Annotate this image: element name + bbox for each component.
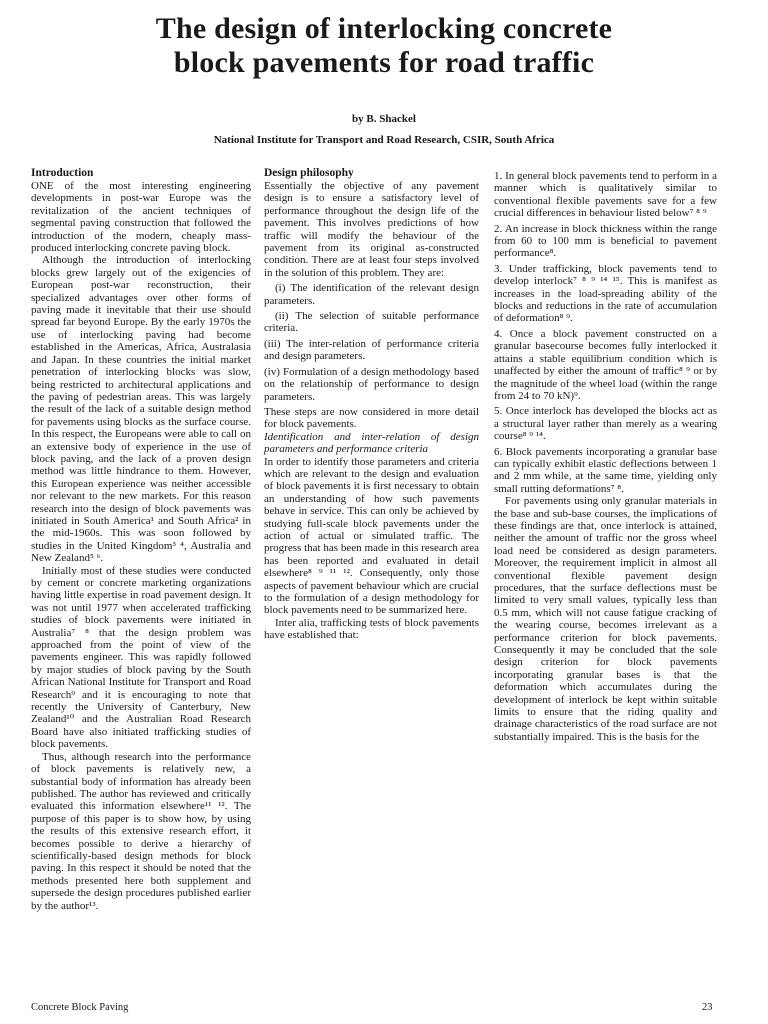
design-step-1: (i) The identification of the relevant design parameters. bbox=[264, 282, 479, 307]
philosophy-paragraph-4: Inter alia, trafficking tests of block pavements have established that: bbox=[264, 616, 479, 642]
page-number: 23 bbox=[702, 1002, 713, 1013]
author-affiliation: National Institute for Transport and Road Research, CSIR, South Africa bbox=[213, 134, 555, 146]
intro-paragraph-2: Although the introduction of interlocking blocks grew largely out of the exigencies of European post-war reconstruction, their specialized advantages over other forms of paving made it inevitable that their use should spread far beyond Europe. By the early 1970s the use of interlocking paving had become established in the Americas, Africa, Australasia and Japan. In these countries the initial market penetration of interlocking blocks was slow, being restricted to architectural applications and the paving of pedestrian areas. This was largely the result of the lack of a suitable design method for pavements using blocks as the surface course. In this respect, the Europeans were able to call on an extensive body of experience in the use of block paving, and the lack of a proven design method was little hindrance to them. However, this European experience was neither accessible nor relevant to the new markets. For this reason research into the design of block pavements was initiated in South America¹ and South Africa² in the mid-1960s. This was soon followed by studies in the United Kingdom³ ⁴, Australia and New Zealand⁵ ⁶. bbox=[31, 254, 251, 565]
finding-5: 5. Once interlock has developed the blocks act as a structural layer rather than merely as a wearing course⁸ ⁹ ¹⁴. bbox=[494, 405, 717, 443]
intro-paragraph-1: ONE of the most interesting engineering developments in post-war Europe was the revitalization of the ancient techniques of segmental paving construction that followed the introduction of the modern, cheaply mass-produced interlocking concrete paving block. bbox=[31, 180, 251, 255]
title-line-1: The design of interlocking concrete bbox=[155, 12, 613, 45]
philosophy-paragraph-5: For pavements using only granular materials in the base and sub-base courses, the implications of these findings are that, once interlock is attained, neither the amount of traffic nor the gross wheel load need be considered as design parameters. Moreover, the requirement implicit in almost all conventional flexible pavement design procedures, that the surface deflections must be limited to very small values, typically less than 0.5 mm, which will not cause fatigue cracking of the wearing course, becomes irrelevant as a performance criterion for block pavements. Consequently it may be concluded that the sole design criterion for block pavements incorporating granular bases is that the deformation which accumulates during the development of interlock be kept within suitable limits to ensure that the riding quality and drainage characteristics of the road surface are not substantially impaired. This is the basis for the bbox=[494, 495, 717, 743]
philosophy-paragraph-3: In order to identify those parameters and criteria which are relevant to the design and evaluation of block pavements it is first necessary to obtain an understanding of how such pavements behave in service. This can only be achieved by studying full-scale block pavements under the action of actual or simulated traffic. The progress that has been made in this research area has been reported and evaluated in detail elsewhere⁸ ⁹ ¹¹ ¹². Consequently, only those aspects of pavement behaviour which are crucial to the formulation of a design methodology for block pavements need to be summarized here. bbox=[264, 455, 479, 617]
column-1 bbox=[31, 167, 251, 912]
author-byline: by B. Shackel bbox=[352, 113, 416, 125]
philosophy-paragraph-1: Essentially the objective of any pavement design is to ensure a satisfactory level of performance throughout the design life of the pavement. This involves predictions of how traffic will modify the behaviour of the pavement from its original as-constructed condition. There are at least four steps involved in the solution of this problem. They are: bbox=[264, 180, 479, 279]
identification-subheading: Identification and inter-relation of design parameters and performance criteria bbox=[264, 430, 479, 456]
finding-6: 6. Block pavements incorporating a granular base can typically exhibit elastic deflections between 1 and 2 mm while, at the same time, yielding only small rutting deformations⁷ ⁸. bbox=[494, 445, 717, 495]
column-3 bbox=[494, 167, 717, 743]
finding-4: 4. Once a block pavement constructed on a granular basecourse becomes fully interlocked it attains a stable equilibrium condition which is unaffected by either the amount of traffic⁸ ⁹ or by the magnitude of the wheel load (within the range from 24 to 70 kN)⁹. bbox=[494, 327, 717, 402]
finding-2: 2. An increase in block thickness within the range from 60 to 100 mm is beneficial to pavement performance⁸. bbox=[494, 222, 717, 260]
title-line-2: block pavements for road traffic bbox=[173, 46, 595, 79]
footer-publication: Concrete Block Paving bbox=[31, 1002, 129, 1013]
introduction-heading: Introduction bbox=[31, 167, 94, 179]
philosophy-paragraph-2: These steps are now considered in more detail for block pavements. bbox=[264, 405, 479, 431]
article-title bbox=[0, 12, 768, 80]
design-step-2: (ii) The selection of suitable performance criteria. bbox=[264, 310, 479, 335]
design-step-4: (iv) Formulation of a design methodology based on the relationship of performance to design parameters. bbox=[264, 365, 479, 403]
intro-paragraph-3: Initially most of these studies were conducted by cement or concrete marketing organizations having little expertise in road pavement design. It was not until 1977 when accelerated trafficking studies of block pavements were initiated in Australia⁷ ⁸ that the design problem was approached from the point of view of the pavements engineer. This was rapidly followed by major studies of block paving by the South African National Institute for Transport and Road Research⁹ and it is encouraging to note that recently the University of Canterbury, New Zealand¹⁰ and the Australian Road Research Board have also initiated trafficking studies of block pavements. bbox=[31, 564, 251, 751]
finding-3: 3. Under trafficking, block pavements tend to develop interlock⁷ ⁸ ⁹ ¹⁴ ¹⁵. This is manifest as increases in the load-spreading ability of the blocks and reductions in the rate of accumulation of deformation⁸ ⁹. bbox=[494, 262, 717, 325]
design-step-3: (iii) The inter-relation of performance criteria and design parameters. bbox=[264, 337, 479, 363]
finding-1: 1. In general block pavements tend to perform in a manner which is qualitatively similar to conventional flexible pavements save for a few crucial differences in behaviour listed below⁷ ⁸ ⁹ bbox=[494, 170, 717, 220]
column-2 bbox=[264, 167, 479, 642]
intro-paragraph-4: Thus, although research into the performance of block pavements is relatively new, a substantial body of information has already been published. The author has reviewed and critically evaluated this information elsewhere¹¹ ¹². The purpose of this paper is to show how, by using the results of this extensive research effort, it becomes possible to derive a hierarchy of scientifically-based design methods for block paving. In this respect it should be noted that the methods presented here both supplement and supersede the design procedures published earlier by the author¹³. bbox=[31, 750, 251, 912]
design-philosophy-heading: Design philosophy bbox=[264, 167, 354, 179]
